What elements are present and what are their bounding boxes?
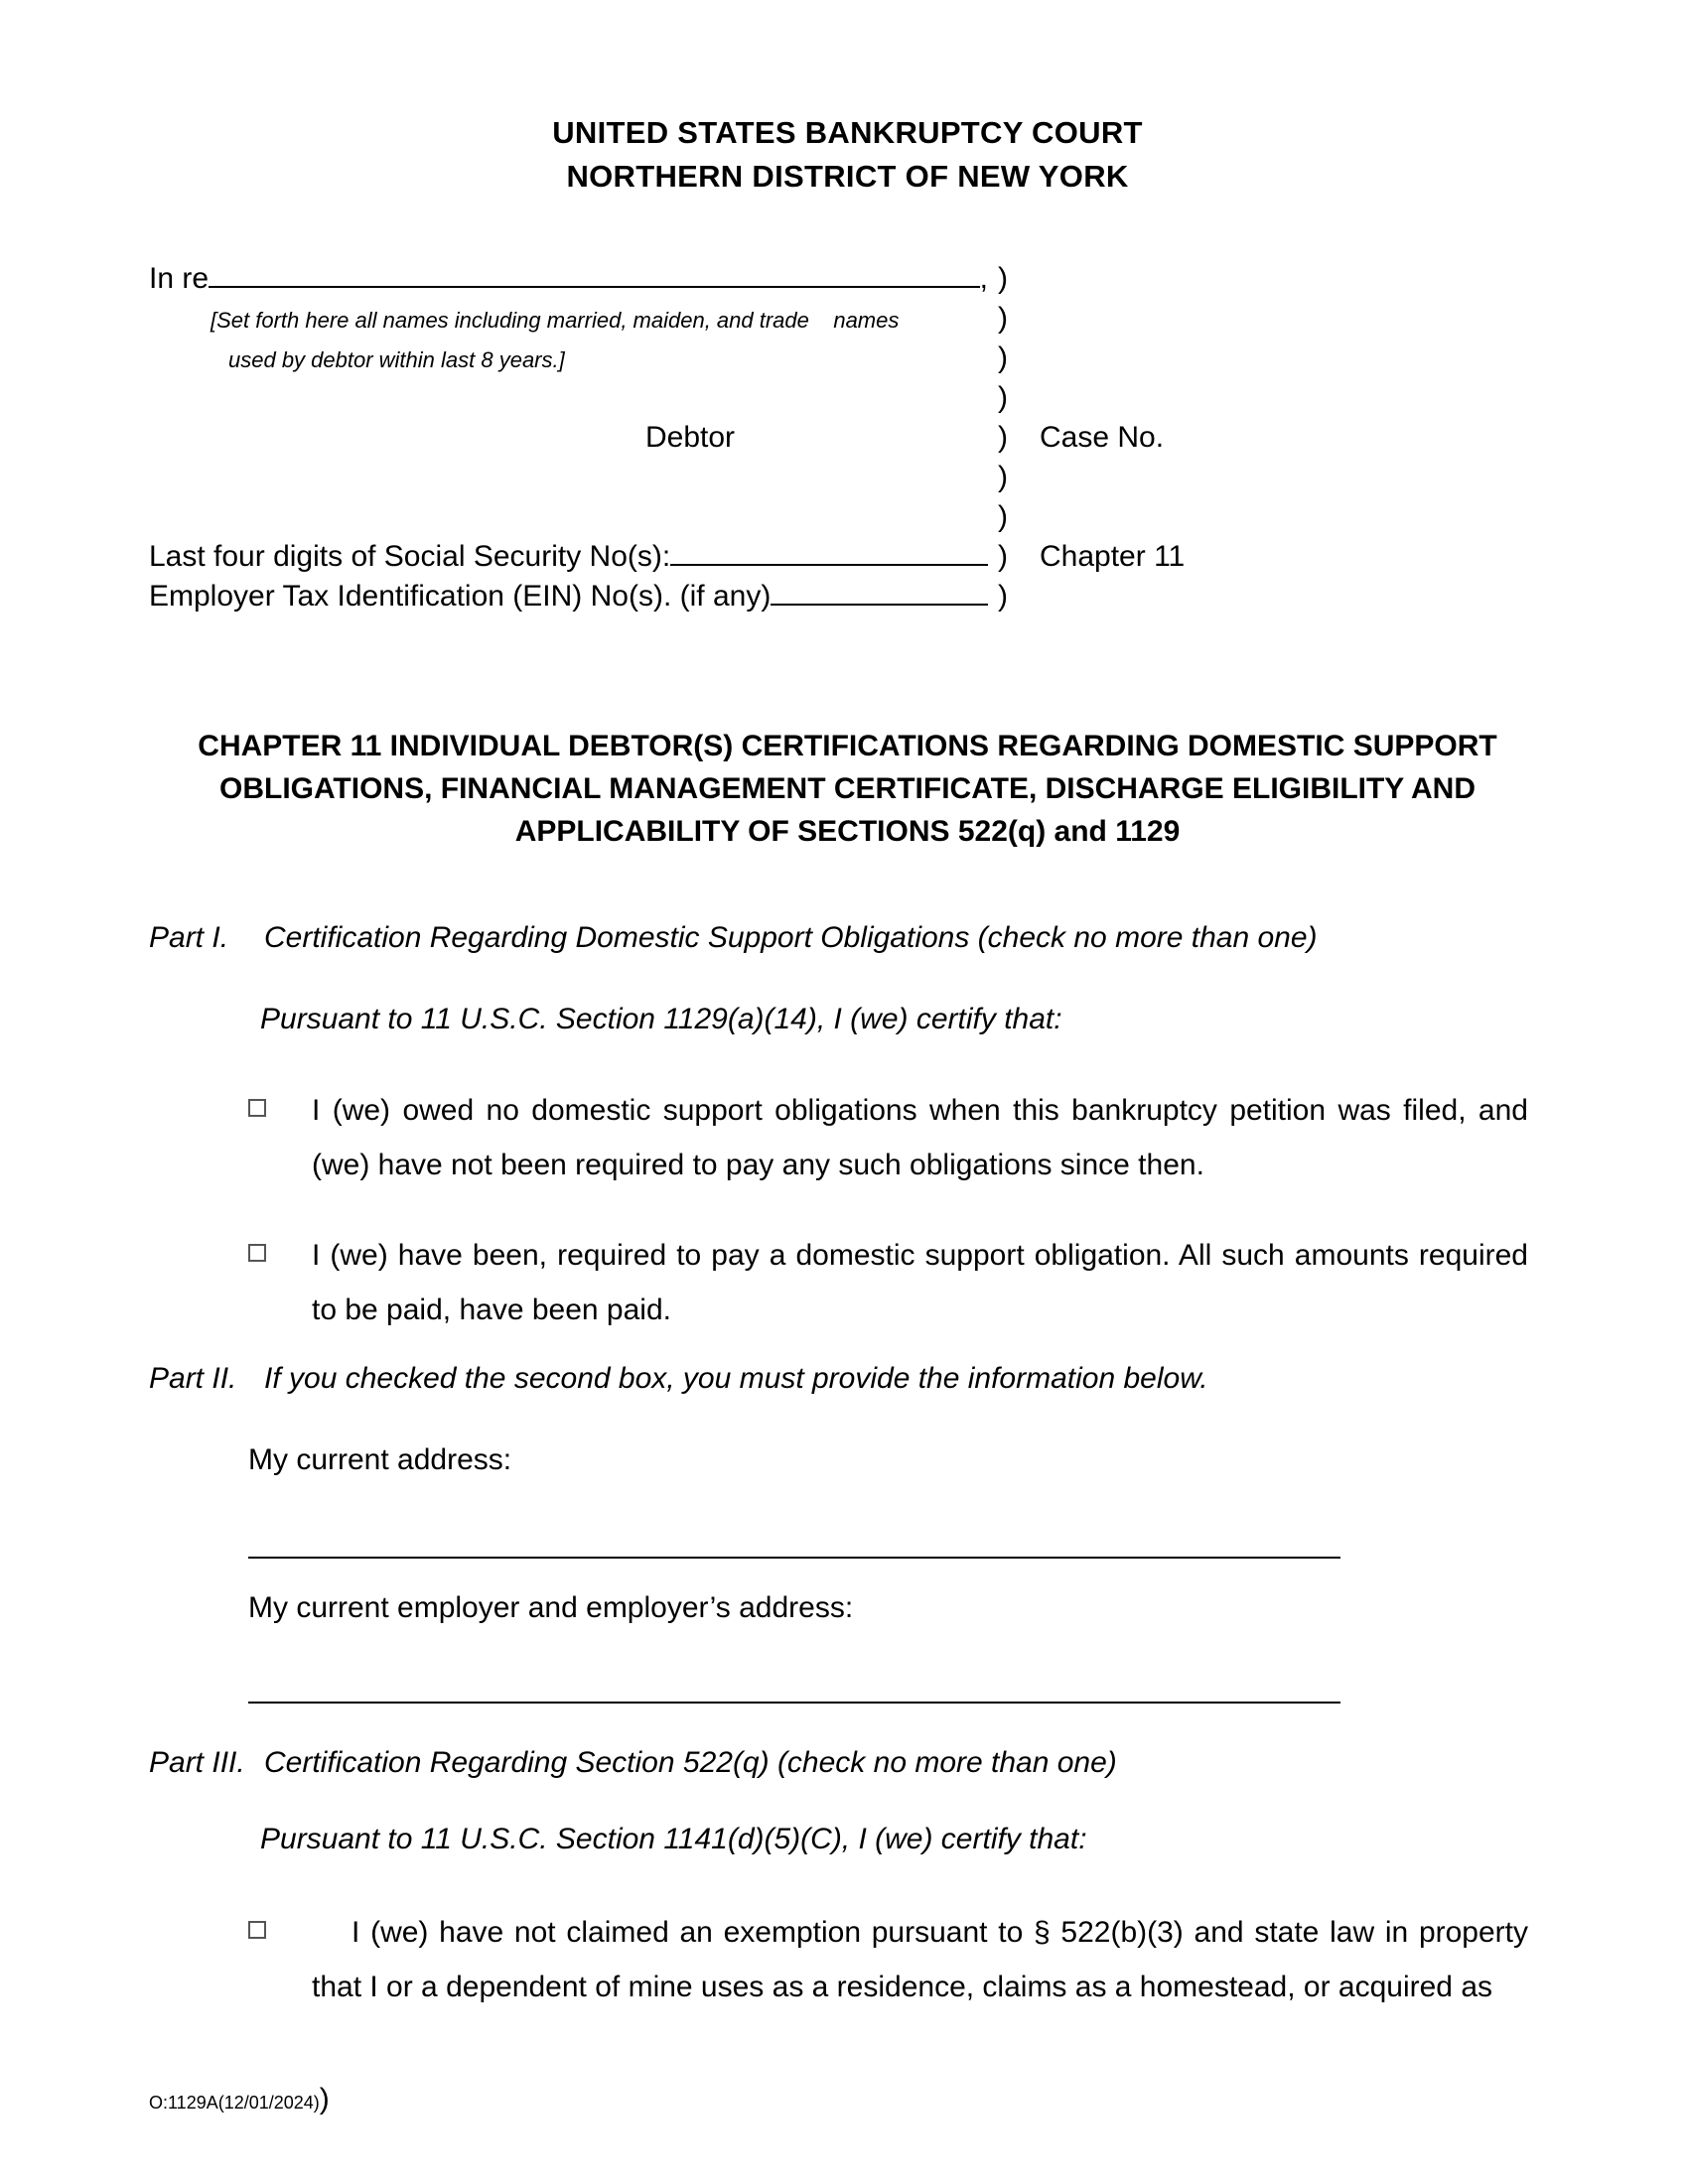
caption-row-in-re bbox=[149, 262, 1546, 302]
document-title-line-1: CHAPTER 11 INDIVIDUAL DEBTOR(S) CERTIFICATIONS REGARDING DOMESTIC SUPPORT bbox=[198, 730, 1497, 762]
caption-paren: ) bbox=[998, 500, 1008, 533]
names-instruction-line-2: used by debtor within last 8 years.] bbox=[228, 347, 565, 372]
ein-label: Employer Tax Identification (EIN) No(s). (if any) bbox=[149, 580, 772, 613]
names-instruction-line-1: [Set forth here all names including married, maiden, and trade names bbox=[211, 308, 900, 333]
part1-option2-row bbox=[248, 1228, 1546, 1337]
footer-paren: ) bbox=[319, 2083, 330, 2116]
caption-paren: ) bbox=[998, 381, 1008, 414]
current-employer-label: My current employer and employer’s address: bbox=[248, 1591, 854, 1624]
part1-option2-text: I (we) have been, required to pay a domestic support obligation. All such amounts required to be paid, have been paid. bbox=[312, 1239, 1528, 1326]
current-address-label: My current address: bbox=[248, 1443, 512, 1476]
caption-row-blank-3 bbox=[149, 500, 1546, 540]
document-title-line-3: APPLICABILITY OF SECTIONS 522(q) and 1129 bbox=[514, 815, 1181, 848]
part1-heading bbox=[149, 918, 1546, 958]
in-re-label: In re bbox=[149, 262, 210, 295]
document-title-line-2: OBLIGATIONS, FINANCIAL MANAGEMENT CERTIFICATE, DISCHARGE ELIGIBILITY AND bbox=[219, 772, 1476, 805]
part1-label: Part I. bbox=[149, 921, 229, 954]
part1-option1-checkbox[interactable] bbox=[248, 1099, 266, 1117]
part1-option1-text: I (we) owed no domestic support obligations when this bankruptcy petition was filed, and (we) have not been required to pay any such obligations since then. bbox=[312, 1094, 1528, 1181]
part3-pursuant-text: Pursuant to 11 U.S.C. Section 1141(d)(5)(C), I (we) certify that: bbox=[260, 1823, 1087, 1855]
debtor-label: Debtor bbox=[645, 421, 736, 454]
case-no-label: Case No. bbox=[1040, 421, 1165, 454]
ssn-label: Last four digits of Social Security No(s): bbox=[149, 540, 671, 573]
court-name: UNITED STATES BANKRUPTCY COURT bbox=[552, 115, 1143, 150]
comma: , bbox=[979, 262, 988, 295]
district-name: NORTHERN DISTRICT OF NEW YORK bbox=[566, 159, 1129, 194]
part1-option1-row bbox=[248, 1083, 1546, 1192]
part2-heading-text: If you checked the second box, you must provide the information below. bbox=[264, 1362, 1208, 1395]
form-id: O:1129A(12/01/2024) bbox=[149, 2093, 320, 2113]
caption-paren: ) bbox=[998, 341, 1008, 374]
caption-row-blank-1 bbox=[149, 381, 1546, 421]
part3-heading bbox=[149, 1743, 1546, 1783]
caption-paren: ) bbox=[998, 540, 1008, 573]
caption-paren: ) bbox=[998, 302, 1008, 335]
caption-paren: ) bbox=[998, 421, 1008, 454]
part3-option1-text: I (we) have not claimed an exemption pursuant to § 522(b)(3) and state law in property that I or a dependent of mine uses as a residence, claims as a homestead, or acquired as bbox=[312, 1916, 1528, 2003]
caption-row-note-2 bbox=[149, 341, 1546, 381]
current-address-field[interactable] bbox=[248, 1557, 1340, 1559]
debtor-name-field[interactable] bbox=[209, 286, 980, 288]
caption-row-debtor bbox=[149, 421, 1546, 461]
caption-paren: ) bbox=[998, 461, 1008, 493]
part2-label: Part II. bbox=[149, 1362, 237, 1395]
part2-heading bbox=[149, 1359, 1546, 1399]
court-header bbox=[149, 111, 1546, 199]
part3-label: Part III. bbox=[149, 1746, 245, 1779]
caption-row-ssn bbox=[149, 540, 1546, 580]
part3-option1-row bbox=[248, 1905, 1546, 2014]
current-employer-field[interactable] bbox=[248, 1702, 1340, 1704]
caption-paren: ) bbox=[998, 580, 1008, 613]
caption-row-blank-2 bbox=[149, 461, 1546, 500]
chapter-label: Chapter 11 bbox=[1040, 540, 1186, 573]
part3-heading-text: Certification Regarding Section 522(q) (check no more than one) bbox=[264, 1746, 1117, 1779]
part1-pursuant-text: Pursuant to 11 U.S.C. Section 1129(a)(14), I (we) certify that: bbox=[260, 1003, 1062, 1035]
caption-paren: ) bbox=[998, 262, 1008, 295]
document-title bbox=[149, 725, 1546, 853]
part3-option1-checkbox[interactable] bbox=[248, 1921, 266, 1939]
part1-option2-checkbox[interactable] bbox=[248, 1244, 266, 1262]
form-footer bbox=[149, 2083, 330, 2116]
ssn-field[interactable] bbox=[670, 564, 988, 566]
case-caption bbox=[149, 262, 1546, 619]
ein-field[interactable] bbox=[771, 604, 988, 606]
caption-row-ein bbox=[149, 580, 1546, 619]
part1-heading-text: Certification Regarding Domestic Support Obligations (check no more than one) bbox=[264, 921, 1318, 954]
caption-row-note-1 bbox=[149, 302, 1546, 341]
